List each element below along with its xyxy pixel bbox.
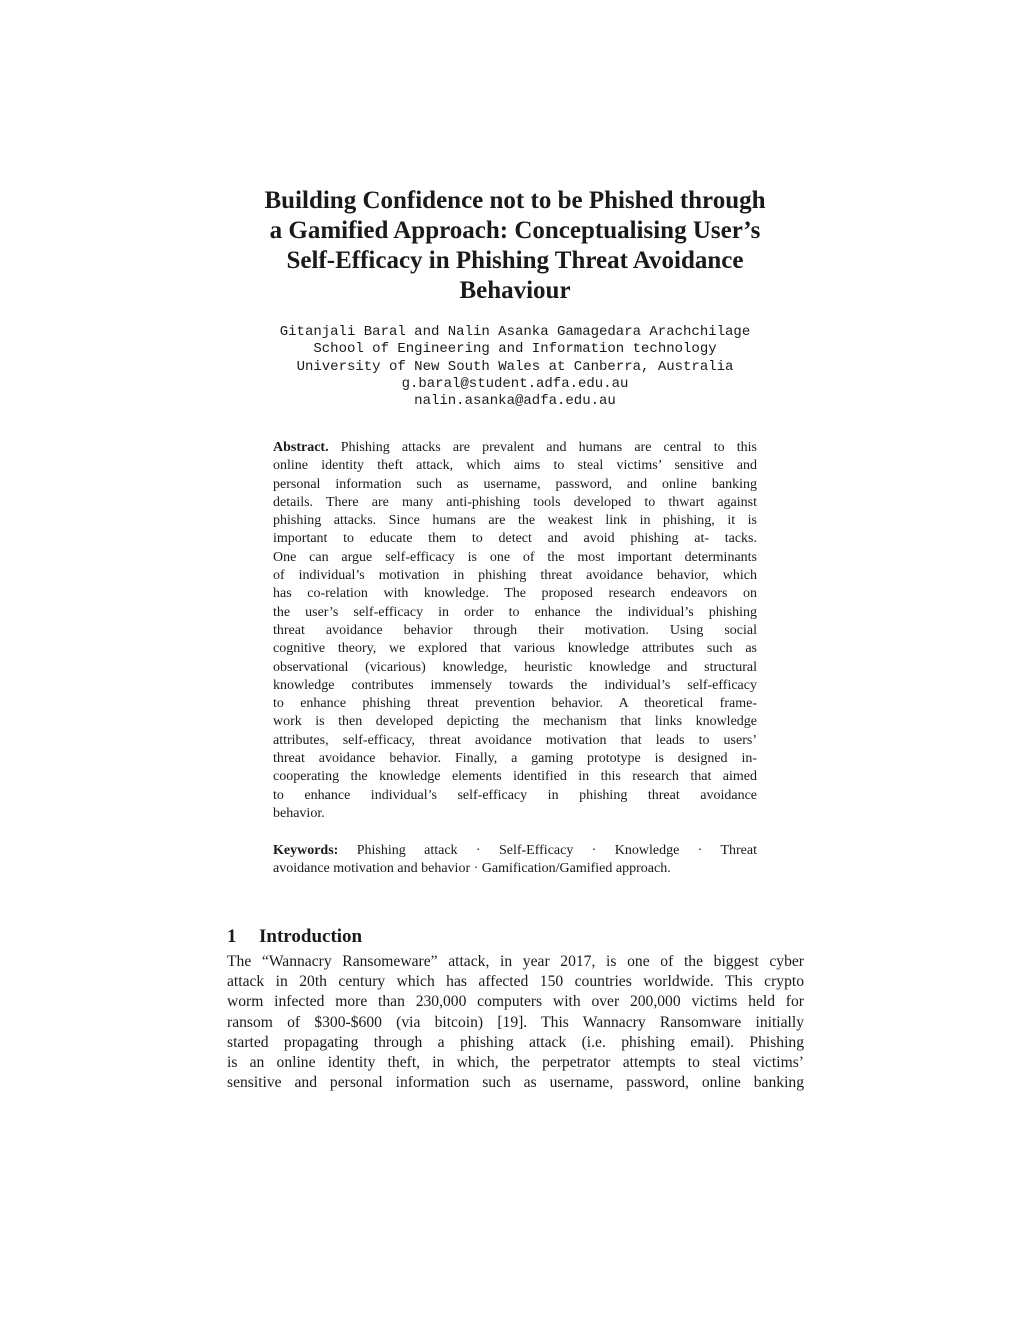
abstract-label: Abstract. [273,440,329,455]
abstract-line: personal information such as username, password, and online banking [273,476,757,492]
abstract [273,439,757,823]
keywords [273,842,757,879]
keywords-line [273,842,757,860]
author-email: g.baral@student.adfa.edu.au [401,375,629,392]
body-line: started propagating through a phishing attack (i.e. phishing email). Phishing [227,1033,804,1051]
keywords-text: Phishing attack · Self-Efficacy · Knowledge · Threat [356,843,758,858]
author-email: nalin.asanka@adfa.edu.au [414,393,616,410]
abstract-line: of individual’s motivation in phishing threat avoidance behavior, which [273,568,757,584]
abstract-line: work is then developed depicting the mechanism that links knowledge [273,714,757,730]
abstract-line: phishing attacks. Since humans are the weakest link in phishing, it is [273,513,757,529]
body-line: attack in 20th century which has affected 150 countries worldwide. This crypto [227,973,804,991]
abstract-line: observational (vicarious) knowledge, heuristic knowledge and structural [273,659,757,675]
title-line: Building Confidence not to be Phished through [264,187,766,214]
abstract-line: knowledge contributes immensely towards the individual’s self-efficacy [273,677,757,693]
body-line: ransom of $300-$600 (via bitcoin) [19]. This Wannacry Ransomware initially [227,1013,804,1031]
author-department: School of Engineering and Information technology [313,341,717,358]
paper-title [200,186,830,306]
title-line: a Gamified Approach: Conceptualising User’s [269,217,761,244]
keywords-label: Keywords: [273,843,339,858]
section-title: Introduction [259,925,363,947]
abstract-line: threat avoidance behavior. Finally, a gaming prototype is designed in- [273,751,757,767]
title-line: Behaviour [459,277,571,304]
abstract-line: cooperating the knowledge elements identified in this research that aimed [273,769,757,785]
section-number: 1 [227,925,237,947]
body-line: sensitive and personal information such as username, password, online banking [227,1074,804,1092]
section-heading-introduction [227,925,362,949]
abstract-line: attributes, self-efficacy, threat avoidance motivation that leads to users’ [273,732,757,748]
abstract-line: the user’s self-efficacy in order to enhance the individual’s phishing [273,604,757,620]
body-line: worm infected more than 230,000 computers with over 200,000 victims held for [227,993,804,1011]
introduction-body [227,952,804,1093]
keywords-line: avoidance motivation and behavior · Gamification/Gamified approach. [273,861,671,877]
abstract-line [273,439,757,457]
abstract-line: to enhance individual’s self-efficacy in phishing threat avoidance [273,787,757,803]
body-line: is an online identity theft, in which, the perpetrator attempts to steal victims’ [227,1054,804,1072]
title-line: Self-Efficacy in Phishing Threat Avoidance [286,247,744,274]
abstract-line: cognitive theory, we explored that various knowledge attributes such as [273,641,757,657]
abstract-line: has co-relation with knowledge. The proposed research endeavors on [273,586,757,602]
abstract-line: details. There are many anti-phishing tools developed to thwart against [273,494,757,510]
abstract-line: online identity theft attack, which aims to steal victims’ sensitive and [273,458,757,474]
body-line: The “Wannacry Ransomeware” attack, in year 2017, is one of the biggest cyber [227,953,804,970]
abstract-line: to enhance phishing threat prevention behavior. A theoretical frame- [273,696,757,712]
abstract-line: behavior. [273,805,325,821]
abstract-line: important to educate them to detect and avoid phishing at- tacks. [273,531,757,547]
abstract-text: Phishing attacks are prevalent and humans are central to this [340,440,758,455]
author-names: Gitanjali Baral and Nalin Asanka Gamagedara Arachchilage [279,324,751,340]
author-university: University of New South Wales at Canberra, Australia [296,358,734,375]
abstract-line: threat avoidance behavior through their motivation. Using social [273,622,757,638]
author-block [200,324,830,410]
abstract-line: One can argue self-efficacy is one of the most important determinants [273,549,757,565]
